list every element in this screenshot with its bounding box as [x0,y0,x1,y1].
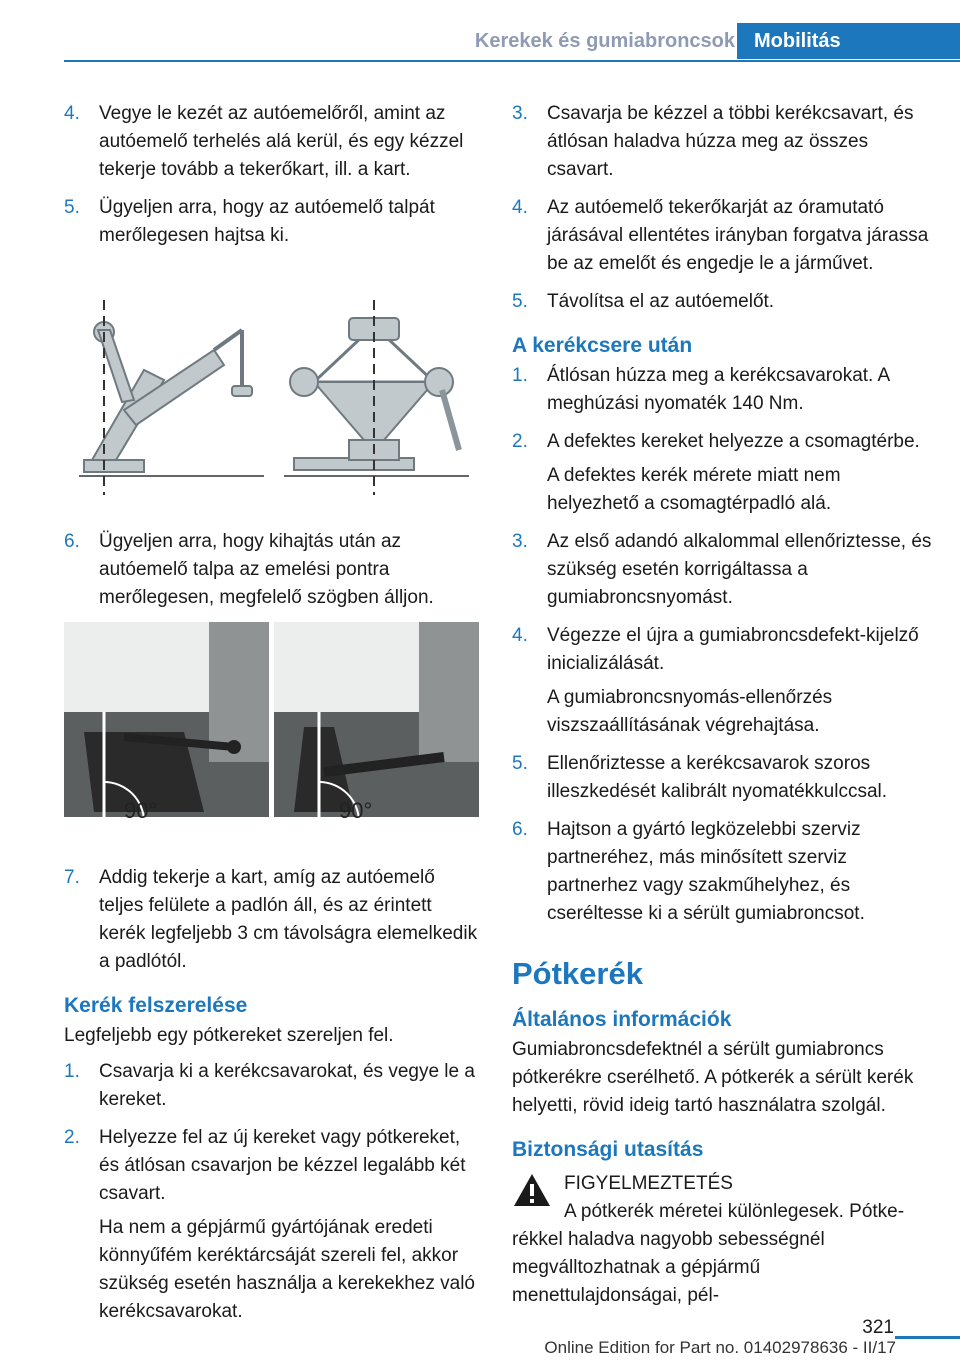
step-3 [512,100,932,184]
general-text: Gumiabroncsdefektnél a sérült gumiabroncs pótkerékre cserélhető. A pótkerék a sérült kerék helyetti, rövid ideig tartó használatra szolgál. [512,1039,914,1116]
step-text: Végezze el újra a gumiabroncsdefekt-kijelző inicializálását. [547,625,919,674]
step-7 [64,864,479,976]
mount-step-2 [64,1124,479,1326]
step-6 [64,528,479,612]
after-heading: A kerékcsere után [512,334,693,357]
step-number: 1. [512,365,528,386]
after-step-6 [512,816,932,928]
step-note: Ha nem a gépjármű gyártójának eredeti könnyűfém keréktárcsáját szereli fel, akkor szükség esetén használja a kerekekhez való kerékcsavarokat. [99,1217,476,1322]
left-column [64,100,479,1336]
step-note: A defektes kerék mérete miatt nem helyezhető a csomagtérpadló alá. [547,465,841,514]
edition-note: Online Edition for Part no. 01402978636 - II/17 [544,1338,896,1357]
step-text: Addig tekerje a kart, amíg az autóemelő teljes felülete a padlón áll, és az érintett kerék legfeljebb 3 cm távolságra elemelkedik a padlótól. [99,867,478,972]
warning-title: FIGYELMEZTETÉS [564,1173,733,1194]
step-text: Ügyeljen arra, hogy kihajtás után az autóemelő talpa az emelési pontra merőlegesen, megfelelő szögben álljon. [99,531,434,608]
photo-drawing [64,622,479,842]
step-number: 5. [512,753,528,774]
spare-wheel-title: Pótkerék [512,956,643,991]
mount-intro: Legfeljebb egy pótkereket szereljen fel. [64,1025,394,1046]
step-number: 4. [64,103,80,124]
general-heading: Általános információk [512,1008,732,1031]
chapter-tab: Mobilitás [737,23,960,59]
step-number: 3. [512,103,528,124]
step-text: Átlósan húzza meg a kerékcsavarokat. A meghúzási nyomaték 140 Nm. [547,365,890,414]
right-column [512,100,932,1310]
step-text: Távolítsa el az autóemelőt. [547,291,775,312]
after-step-3 [512,528,932,612]
mount-step-1 [64,1058,479,1114]
after-step-4 [512,622,932,740]
section-title: Kerekek és gumiabroncsok [474,30,735,52]
step-text: Csavarja be kézzel a többi kerékcsavart, és átlósan haladva húzza meg az összes csavart. [547,103,914,180]
after-step-5 [512,750,932,806]
page-number: 321 [862,1317,894,1338]
jack-illustration [64,290,479,504]
jack-foot-left [84,460,144,472]
warning-lead: A pótkerék méretei különlegesek. Pótke- [564,1201,905,1222]
step-number: 5. [64,197,80,218]
warning-block [512,1170,932,1310]
step-text: Helyezze fel az új kereket vagy pótkereket, és átlósan csavarjon be kézzel legalább két csavart. [99,1127,466,1204]
step-number: 3. [512,531,528,552]
angle-label-left: 90° [124,798,158,823]
step-text: A defektes kereket helyezze a csomagtérbe. [547,431,920,452]
step-note: A gumiabroncsnyomás-ellenőrzés viszszaállításának végrehajtása. [547,687,833,736]
after-step-2 [512,428,932,518]
after-step-1 [512,362,932,418]
step-4-lower [512,194,932,278]
step-text: Az első adandó alkalommal ellenőriztesse, és szükség esetén korrigáltassa a gumiabroncsnyomást. [547,531,932,608]
footer-rule [895,1336,960,1339]
step-number: 1. [64,1061,80,1082]
mount-heading: Kerék felszerelése [64,994,248,1017]
step-5 [64,194,479,250]
step-number: 6. [64,531,80,552]
step-number: 4. [512,625,528,646]
step-text: Hajtson a gyártó legközelebbi szerviz partneréhez, más minősített szerviz partnerhez vagy szakműhelyhez, és cseréltesse ki a sérült gumiabroncsot. [547,819,865,924]
step-text: Ellenőriztesse a kerékcsavarok szoros illeszkedését kalibrált nyomatékkulccsal. [547,753,888,802]
warning-text: rékkel haladva nagyobb sebességnél megválltozhatnak a gépjármű menettulajdonságai, pél- [512,1229,825,1306]
step-5-remove [512,288,932,316]
step-number: 5. [512,291,528,312]
safety-heading: Biztonsági utasítás [512,1138,704,1161]
step-number: 2. [512,431,528,452]
jack-joint-right [425,368,453,396]
step-number: 4. [512,197,528,218]
angle-label-right: 90° [339,798,373,823]
step-text: Az autóemelő tekerőkarját az óramutató járásával ellentétes irányban forgatva járassa be az emelőt és engedje le a járművet. [547,197,929,274]
header-rule [64,60,960,62]
jack-joint-left [290,368,318,396]
step-text: Vegye le kezét az autóemelőről, amint az autóemelő terhelés alá kerül, és egy kézzel tekerje tovább a tekerőkart, ill. a kart. [99,103,464,180]
step-4 [64,100,479,184]
jack-placement-photos [64,622,479,842]
step-text: Ügyeljen arra, hogy az autóemelő talpát merőlegesen hajtsa ki. [99,197,435,246]
step-number: 2. [64,1127,80,1148]
jack-drawing [64,290,479,504]
page-header [0,0,960,62]
step-text: Csavarja ki a kerékcsavarokat, és vegye le a kereket. [99,1061,475,1110]
step-number: 7. [64,867,80,888]
step-number: 6. [512,819,528,840]
